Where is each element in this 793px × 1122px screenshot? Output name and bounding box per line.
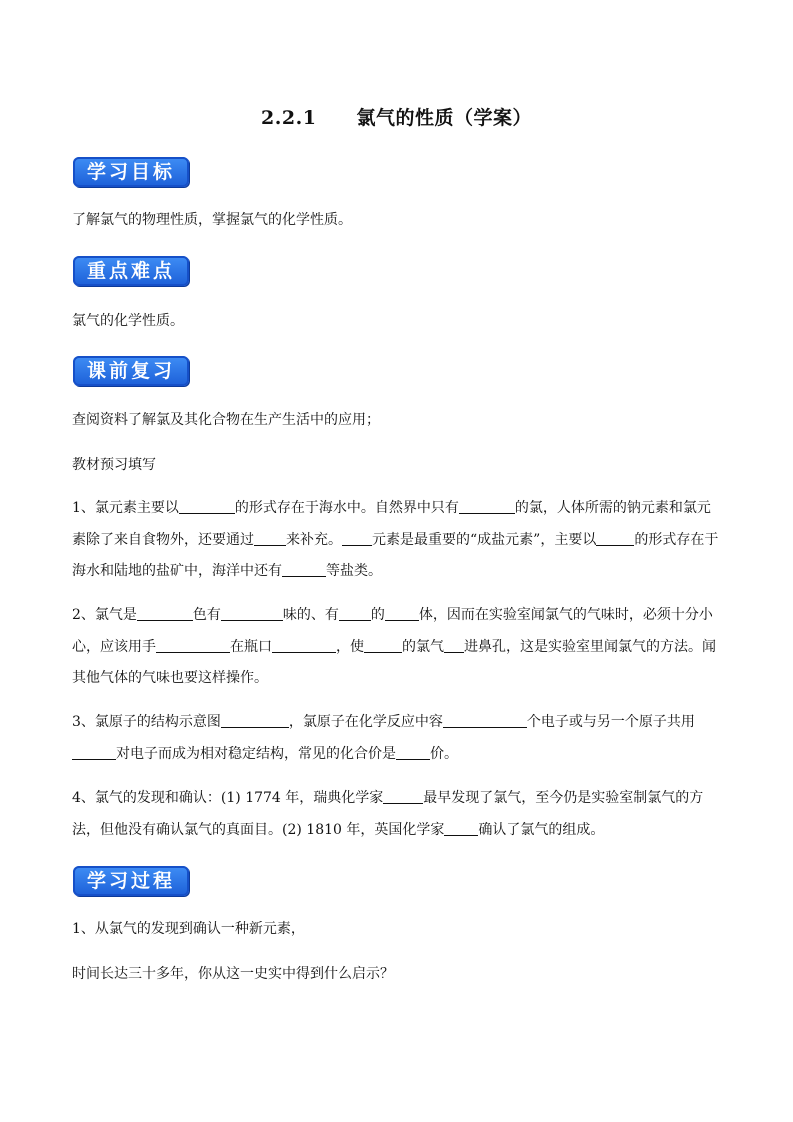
blank[interactable] [221, 710, 289, 728]
objectives-text: 了解氯气的物理性质，掌握氯气的化学性质。 [72, 212, 352, 228]
blank[interactable] [221, 603, 283, 621]
section-heading-key-points: 重点难点 [73, 256, 189, 286]
question-2: 2、氯气是 色有 味的、有 的 体，因而在实验室闻氯气的气味时，必须十分小心，应该用手 在瓶口 ，使 的氯气 进鼻孔，这是实验室里闻氯气的方法。闻其他气体的气味也要这样操作。 [72, 600, 724, 695]
blank[interactable] [342, 528, 372, 546]
blank[interactable] [254, 528, 286, 546]
blank[interactable] [396, 742, 430, 760]
section-heading-review: 课前复习 [73, 356, 189, 386]
blank[interactable] [444, 818, 478, 836]
blank[interactable] [339, 603, 371, 621]
blank[interactable] [459, 496, 515, 514]
blank[interactable] [156, 635, 230, 653]
review-intro: 查阅资料了解氯及其化合物在生产生活中的应用； [72, 412, 380, 428]
blank[interactable] [444, 635, 464, 653]
blank[interactable] [72, 742, 116, 760]
blank[interactable] [364, 635, 402, 653]
question-1: 1、氯元素主要以 的形式存在于海水中。自然界中只有 的氯，人体所需的钠元素和氯元素除了来自食物外，还要通过 来补充。 元素是最重要的“成盐元素”，主要以 的形式存在于海水和陆地的盐矿中，海洋中还有 等盐类。 [72, 493, 724, 588]
section-heading-process: 学习过程 [73, 866, 189, 896]
blank[interactable] [443, 710, 527, 728]
blank[interactable] [272, 635, 336, 653]
lesson-title: 氯气的性质（学案） [356, 107, 532, 129]
review-subheading: 教材预习填写 [72, 457, 156, 473]
blank[interactable] [385, 603, 419, 621]
key-points-text: 氯气的化学性质。 [72, 313, 184, 329]
process-text-1: 1、从氯气的发现到确认一种新元素， [72, 921, 305, 937]
blank[interactable] [383, 786, 423, 804]
blank[interactable] [596, 528, 634, 546]
process-text-2: 时间长达三十多年，你从这一史实中得到什么启示？ [72, 966, 394, 982]
lesson-number: 2.2.1 [261, 107, 317, 129]
question-3: 3、氯原子的结构示意图 ，氯原子在化学反应中容 个电子或与另一个原子共用对电子而成为相对稳定结构，常见的化合价是 价。 [72, 707, 724, 770]
section-heading-objectives: 学习目标 [73, 157, 189, 187]
question-4: 4、氯气的发现和确认：(1) 1774 年，瑞典化学家 最早发现了氯气，至今仍是实验室制氯气的方法，但他没有确认氯气的真面目。(2) 1810 年，英国化学家 确认了氯气的组成。 [72, 783, 724, 846]
page-title [0, 103, 793, 130]
blank[interactable] [179, 496, 235, 514]
blank[interactable] [282, 559, 326, 577]
blank[interactable] [137, 603, 193, 621]
